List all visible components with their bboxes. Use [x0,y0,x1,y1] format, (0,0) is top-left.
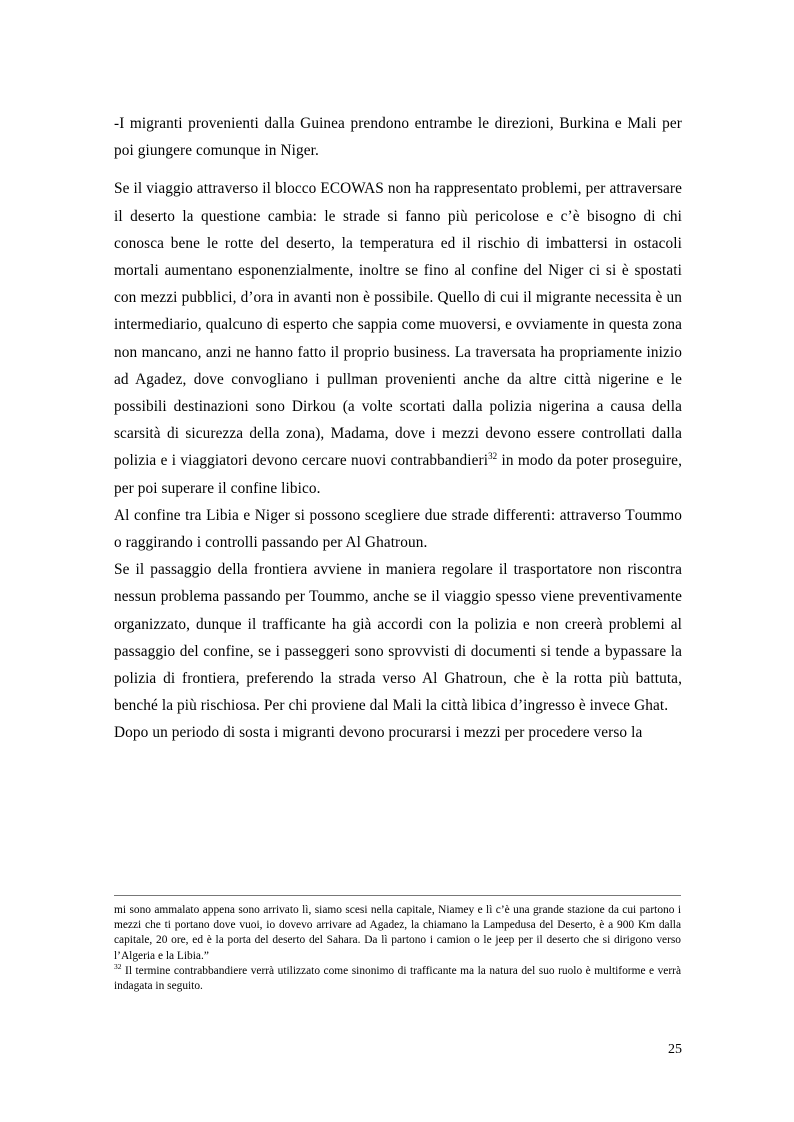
paragraph-rest-period: Dopo un periodo di sosta i migranti devono procurarsi i mezzi per procedere verso la [114,724,643,742]
footnotes [114,903,681,994]
footnote-32-text: Il termine contrabbandiere verrà utilizzato come sinonimo di trafficante ma la natura del suo ruolo è multiforme e verrà indagata in seguito. [114,964,681,993]
paragraph-ecowas-text: Se il viaggio attraverso il blocco ECOWAS non ha rappresentato problemi, per attraversare il deserto la questione cambia: le strade si fanno più pericolose e c’è bisogno di chi conosca bene le rotte del deserto, la temperatura ed il rischio di imbattersi in ostacoli mortali aumentano esponenzialmente, inoltre se fino al confine del Niger ci si è spostati con mezzi pubblici, d’ora in avanti non è possibile. Quello di cui il migrante necessita è un intermediario, qualcuno di esperto che sappia come muoversi, e ovviamente in questa zona non mancano, anzi ne hanno fatto il proprio business. La traversata ha propriamente inizio ad Agadez, dove convogliano i pullman provenienti anche da altre città nigerine e le possibili destinazioni sono Dirkou (a volte scortati dalla polizia nigerina a causa della scarsità di sicurezza della zona), Madama, dove i mezzi devono essere controllati dalla polizia e i viaggiatori devono cercare nuovi contrabbandieri [114,180,682,470]
footnote-32 [114,964,681,994]
paragraph-ecowas-text-end: in modo da poter proseguire, per poi superare il confine libico. [114,452,682,497]
footnote-continuation: mi sono ammalato appena sono arrivato lì, siamo scesi nella capitale, Niamey e lì c’è una grande stazione da cui partono i mezzi che ti portano dove vuoi, io dovevo arrivare ad Agadez, la chiamano la Lampedusa del Deserto, è a 900 Km dalla capitale, 20 ore, ed è la porta del deserto del Sahara. Da lì partono i camion o le jeep per il deserto che si dirigono verso l’Algeria e la Libia.” [114,904,681,962]
footnote-number: 32 [114,962,122,972]
footnote-separator [114,895,681,896]
paragraph-frontier-passage: Se il passaggio della frontiera avviene in maniera regolare il trasportatore non riscontra nessun problema passando per Toummo, anche se il viaggio spesso viene preventivamente organizzato, dunque il trafficante ha già accordi con la polizia e non creerà problemi al passaggio del confine, se i passeggeri sono sprovvisti di documenti si tende a bypassare la polizia di frontiera, preferendo la strada verso Al Ghatroun, che è la rotta più battuta, benché la più rischiosa. Per chi proviene dal Mali la città libica d’ingresso è invece Ghat. [114,561,682,715]
body-text [114,110,682,747]
paragraph-ecowas [114,175,682,501]
paragraph-guinea: -I migranti provenienti dalla Guinea prendono entrambe le direzioni, Burkina e Mali per poi giungere comunque in Niger. [114,115,682,160]
paragraph-border-routes: Al confine tra Libia e Niger si possono scegliere due strade differenti: attraverso Tоummo o raggirando i controlli passando per Al Ghatroun. [114,506,682,552]
footnote-ref-32[interactable]: 32 [488,451,498,462]
page-number: 25 [668,1042,682,1057]
